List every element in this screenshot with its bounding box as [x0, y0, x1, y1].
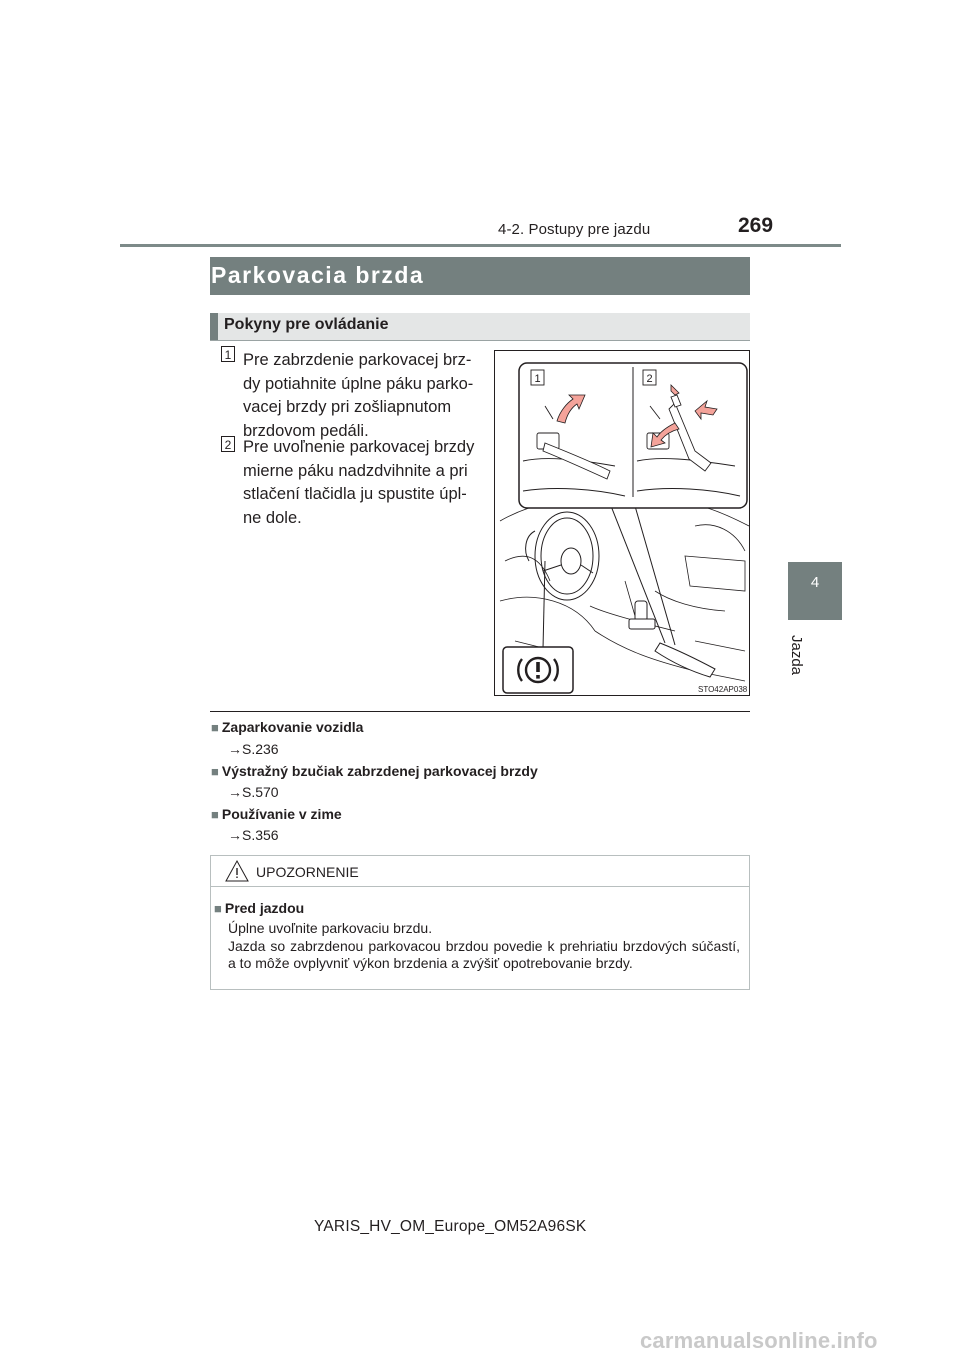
header-section-title: 4-2. Postupy pre jazdu — [498, 221, 651, 238]
bullet-square-icon: ■ — [211, 764, 219, 779]
inset-2-badge-number: 2 — [646, 373, 653, 385]
bullet-square-icon: ■ — [211, 807, 219, 822]
section-title: Parkovacia brzda — [211, 262, 425, 288]
step-number-badge: 2 — [221, 436, 235, 452]
chapter-tab: 4 — [788, 562, 842, 620]
watermark: carmanualsonline.info — [640, 1328, 878, 1353]
step-line: brzdovom pedáli. — [243, 421, 369, 440]
step-line: dy potiahnite úplne páku parko- — [243, 374, 474, 393]
inset-1-badge-number: 1 — [534, 373, 541, 385]
warning-line: Úplne uvoľnite parkovaciu brzdu. — [228, 920, 433, 936]
header-divider — [120, 244, 841, 247]
step-line: ne dole. — [243, 508, 302, 527]
document-code: YARIS_HV_OM_Europe_OM52A96SK — [314, 1218, 587, 1235]
warning-header-divider — [211, 886, 749, 887]
step-line: stlačení tlačidla ju spustite úpl- — [243, 485, 467, 503]
step-number-badge: 1 — [221, 346, 235, 362]
step-line: vacej brzdy pri zošliapnutom — [243, 398, 452, 416]
info-item-title: ■ Výstražný bzučiak zabrzdenej parkovacej brzdy — [211, 763, 538, 779]
bullet-square-icon: ■ — [211, 720, 219, 735]
page-number: 269 — [738, 214, 774, 237]
subsection-title: Pokyny pre ovládanie — [224, 316, 389, 333]
content-divider — [210, 711, 750, 712]
console-lever — [655, 643, 715, 677]
steering-wheel — [526, 512, 599, 600]
step-line: mierne páku nadzdvihnite a pri — [243, 461, 468, 480]
parking-brake-illustration — [494, 350, 750, 696]
info-item-reference[interactable]: →S.570 — [228, 784, 279, 800]
warning-line: Jazda so zabrzdenou parkovacou brzdou povedie k prehriatiu brzdových súčastí, a to môže ovplyvniť výkon brzdenia a zvýšiť opotrebovanie brzdy. — [228, 937, 740, 971]
warning-title: UPOZORNENIE — [256, 864, 359, 880]
step-line: Pre zabrzdenie parkovacej brz- — [243, 351, 472, 369]
info-item-reference[interactable]: →S.356 — [228, 827, 279, 843]
step-1-text — [243, 349, 479, 443]
warning-triangle-icon — [224, 859, 250, 883]
step-2-text — [243, 436, 479, 530]
parking-brake-drawing — [495, 351, 749, 695]
subsection-divider — [210, 340, 750, 341]
chapter-tab-label: Jazda — [788, 635, 805, 676]
bullet-square-icon: ■ — [214, 901, 222, 916]
gear-shifter — [629, 601, 655, 629]
info-item-reference[interactable]: →S.236 — [228, 741, 279, 757]
warning-subtitle: ■ Pred jazdou — [214, 900, 305, 916]
warning-body — [228, 920, 740, 973]
step-line: Pre uvoľnenie parkovacej brzdy — [243, 438, 475, 456]
info-item-title: ■ Zaparkovanie vozidla — [211, 719, 364, 735]
illustration-code: STO42AP038 — [698, 685, 748, 694]
info-item-title: ■ Používanie v zime — [211, 806, 342, 822]
